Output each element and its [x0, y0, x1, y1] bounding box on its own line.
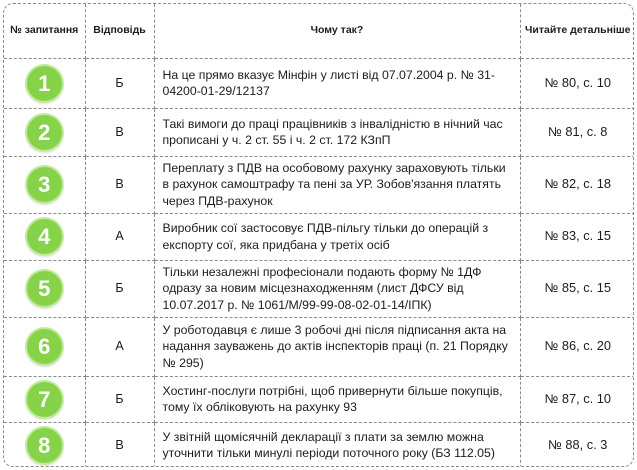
table-row	[4, 58, 634, 108]
table-row	[4, 376, 634, 422]
question-number-badge: 2	[27, 115, 62, 150]
explanation-cell: Тільки незалежні професіонали подають форму № 1ДФ одразу за новим місцезнаходженням (лист ДФСУ від 10.07.2017 р. № 1061/М/99-99-08-02-01-14/ІПК)	[154, 260, 520, 317]
explanation-cell: На це прямо вказує Мінфін у листі від 07.07.2004 р. № 31-04200-01-29/12137	[154, 58, 520, 108]
header-read-more: Читайте детальніше	[520, 4, 634, 58]
table-row	[4, 317, 634, 376]
header-answer: Відповідь	[85, 4, 154, 58]
answers-table-frame	[3, 3, 634, 467]
question-number-badge: 1	[27, 66, 62, 101]
answer-cell: В	[85, 108, 154, 156]
table-row	[4, 260, 634, 317]
question-number-badge: 6	[27, 329, 62, 364]
answer-cell: А	[85, 317, 154, 376]
answer-cell: А	[85, 213, 154, 260]
reference-cell: № 81, с. 8	[520, 108, 634, 156]
answer-cell: В	[85, 156, 154, 213]
table-row	[4, 108, 634, 156]
explanation-cell: Переплату з ПДВ на особовому рахунку зараховують тільки в рахунок самоштрафу та пені за УР. Зобов'язання платять через ПДВ-рахунок	[154, 156, 520, 213]
table-row	[4, 422, 634, 467]
reference-cell: № 82, с. 18	[520, 156, 634, 213]
table-row	[4, 213, 634, 260]
question-number-badge: 8	[27, 428, 62, 463]
answer-cell: В	[85, 422, 154, 467]
table-row	[4, 156, 634, 213]
reference-cell: № 83, с. 15	[520, 213, 634, 260]
question-number-badge: 4	[27, 219, 62, 254]
explanation-cell: Такі вимоги до праці працівників з інвалідністю в нічний час прописані у ч. 2 ст. 55 і ч. 2 ст. 172 КЗпП	[154, 108, 520, 156]
answer-cell: Б	[85, 58, 154, 108]
header-why	[154, 4, 520, 58]
explanation-cell: У звітній щомісячній декларації з плати за землю можна уточнити тільки минулі періоди поточного року (БЗ 112.05)	[154, 422, 520, 467]
header-question-number: № запитання	[4, 4, 85, 58]
header-why-label: Чому так?	[310, 24, 364, 37]
reference-cell: № 88, с. 3	[520, 422, 634, 467]
question-number-badge: 7	[27, 382, 62, 417]
explanation-cell: Виробник сої застосовує ПДВ-пільгу тільки до операцій з експорту сої, яка придбана у третіх осіб	[154, 213, 520, 260]
header-row	[4, 4, 634, 58]
answer-cell: Б	[85, 376, 154, 422]
explanation-cell: Хостинг-послуги потрібні, щоб привернути більше покупців, тому їх обліковують на рахунку 93	[154, 376, 520, 422]
explanation-cell: У роботодавця є лише 3 робочі дні після підписання акта на надання зауважень до актів інспекторів праці (п. 21 Порядку № 295)	[154, 317, 520, 376]
answer-cell: Б	[85, 260, 154, 317]
reference-cell: № 86, с. 20	[520, 317, 634, 376]
reference-cell: № 85, с. 15	[520, 260, 634, 317]
answers-table	[4, 4, 634, 467]
question-number-badge: 5	[27, 271, 62, 306]
reference-cell: № 80, с. 10	[520, 58, 634, 108]
reference-cell: № 87, с. 10	[520, 376, 634, 422]
question-number-badge: 3	[27, 167, 62, 202]
